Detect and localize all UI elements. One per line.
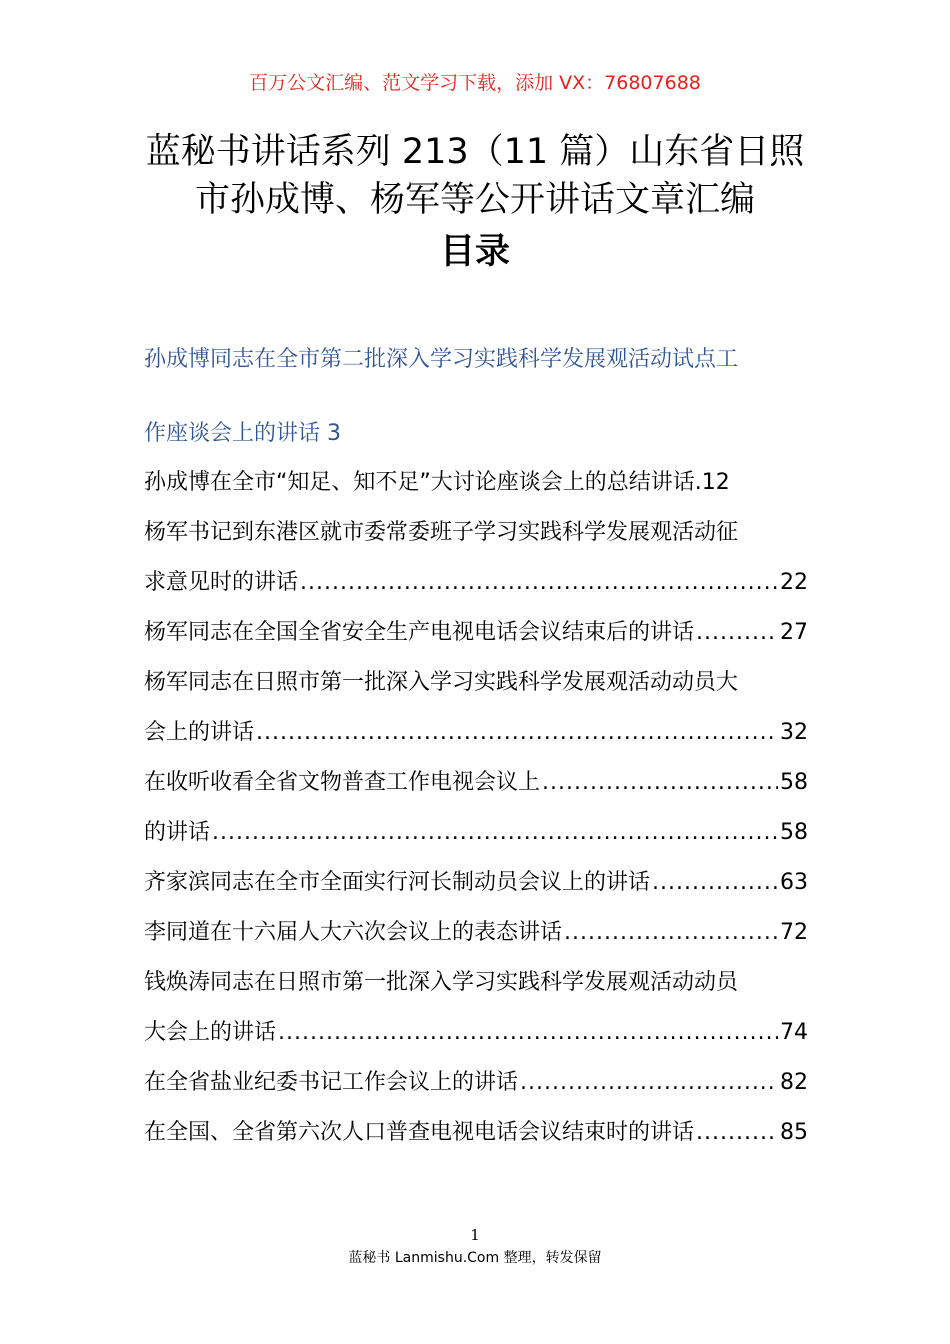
toc-row-leader-dots — [652, 858, 778, 908]
toc-row-title[interactable]: 大会上的讲话 — [144, 1020, 277, 1045]
toc-row-leader-dots — [564, 908, 778, 958]
toc-first-entry-line-1[interactable]: 孙成博同志在全市第二批深入学习实践科学发展观活动试点工 — [144, 347, 739, 372]
toc-row-page-number[interactable]: 85 — [780, 1120, 808, 1145]
toc-row-title[interactable]: 在收听收看全省文物普查工作电视会议上 — [144, 770, 541, 795]
document-title — [120, 128, 830, 224]
footer-note: 蓝秘书 Lanmishu.Com 整理，转发保留 — [348, 1250, 602, 1266]
toc-row-leader-dots — [520, 1058, 778, 1108]
toc-row[interactable] — [144, 858, 808, 908]
toc-row-page-number[interactable]: 22 — [780, 570, 808, 595]
toc-row-page-number[interactable]: 27 — [780, 620, 808, 645]
header-note: 百万公文汇编、范文学习下载，添加 VX：76807688 — [249, 72, 701, 94]
toc-row-page-number[interactable]: 82 — [780, 1070, 808, 1095]
toc-row-page-number[interactable]: 72 — [780, 920, 808, 945]
toc-list — [144, 458, 808, 1158]
toc-row-page-number[interactable]: 58 — [780, 770, 808, 795]
toc-row-title[interactable]: 的讲话 — [144, 820, 211, 845]
toc-row-page-number[interactable]: 58 — [780, 820, 808, 845]
page-number: 1 — [470, 1226, 480, 1244]
toc-row-leader-dots — [256, 708, 778, 758]
toc-row[interactable] — [144, 658, 808, 708]
toc-row[interactable] — [144, 1058, 808, 1108]
toc-row-leader-dots — [278, 1008, 778, 1058]
toc-row-title[interactable]: 孙成博在全市“知足、知不足”大讨论座谈会上的总结讲话. — [144, 470, 702, 495]
toc-row[interactable] — [144, 758, 808, 808]
toc-first-entry-line-2[interactable]: 作座谈会上的讲话 3 — [144, 421, 341, 446]
toc-row-page-number[interactable]: 74 — [780, 1020, 808, 1045]
toc-row-title[interactable]: 杨军同志在全国全省安全生产电视电话会议结束后的讲话 — [144, 620, 695, 645]
toc-row-title[interactable]: 杨军同志在日照市第一批深入学习实践科学发展观活动动员大 — [144, 670, 739, 695]
toc-row-page-number[interactable]: 12 — [701, 470, 730, 495]
toc-row[interactable] — [144, 558, 808, 608]
toc-row-title[interactable]: 在全省盐业纪委书记工作会议上的讲话 — [144, 1070, 519, 1095]
toc-row[interactable] — [144, 608, 808, 658]
toc-row-leader-dots — [696, 1108, 778, 1158]
toc-row-title[interactable]: 齐家滨同志在全市全面实行河长制动员会议上的讲话 — [144, 870, 651, 895]
toc-row-title[interactable]: 求意见时的讲话 — [144, 570, 299, 595]
toc-row[interactable] — [144, 808, 808, 858]
toc-row[interactable] — [144, 908, 808, 958]
toc-row[interactable] — [144, 1108, 808, 1158]
title-line-2: 市孙成博、杨军等公开讲话文章汇编 — [194, 180, 755, 220]
toc-row-title[interactable]: 在全国、全省第六次人口普查电视电话会议结束时的讲话 — [144, 1120, 695, 1145]
toc-row-page-number[interactable]: 63 — [780, 870, 808, 895]
toc-row[interactable] — [144, 458, 808, 508]
toc-heading: 目录 — [439, 232, 510, 272]
toc-row[interactable] — [144, 708, 808, 758]
toc-row-leader-dots — [212, 808, 778, 858]
toc-row-title[interactable]: 钱焕涛同志在日照市第一批深入学习实践科学发展观活动动员 — [144, 970, 739, 995]
toc-row-leader-dots — [300, 558, 778, 608]
toc-row-leader-dots — [542, 758, 778, 808]
toc-row-title[interactable]: 杨军书记到东港区就市委常委班子学习实践科学发展观活动征 — [144, 520, 739, 545]
toc-row-title[interactable]: 会上的讲话 — [144, 720, 255, 745]
toc-row-title[interactable]: 李同道在十六届人大六次会议上的表态讲话 — [144, 920, 563, 945]
toc-row[interactable] — [144, 958, 808, 1008]
title-line-1: 蓝秘书讲话系列 213（11 篇）山东省日照 — [145, 132, 805, 172]
toc-row[interactable] — [144, 1008, 808, 1058]
toc-row-leader-dots — [696, 608, 778, 658]
toc-row[interactable] — [144, 508, 808, 558]
toc-first-entry-link[interactable] — [144, 323, 808, 471]
toc-row-page-number[interactable]: 32 — [780, 720, 808, 745]
